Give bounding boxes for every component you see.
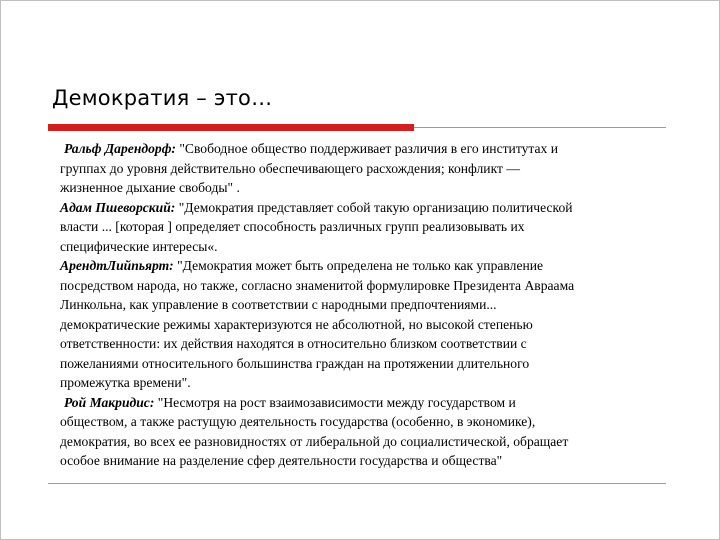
quote-author: Рой Макридис:: [64, 394, 155, 410]
quote-line: жизненное дыхание свободы" .: [60, 180, 240, 195]
quote-line: "Демократия может быть определена не только как управление: [173, 258, 544, 273]
quote-author: АрендтЛийпьярт:: [60, 258, 174, 273]
quote-line: демократия, во всех ее разновидностях от либеральной до социалистической, обращает: [60, 433, 569, 449]
bottom-rule: [48, 483, 666, 484]
quote-przeworski: [60, 198, 680, 257]
quote-line: промежутка времени".: [60, 375, 191, 390]
quote-line: специфические интересы«.: [60, 238, 218, 254]
title-underline-accent: [48, 124, 414, 131]
quote-line: группах до уровня действительно обеспечивающего расхождения; конфликт —: [60, 160, 520, 176]
quote-line: демократические режимы характеризуются не абсолютной, но высокой степенью: [60, 316, 533, 332]
slide-title: Демократия – это…: [52, 86, 273, 110]
title-underline-rule: [414, 127, 666, 128]
quote-line: особое внимание на разделение сфер деятельности государства и общества": [60, 453, 503, 468]
quote-lijphart: [60, 256, 680, 393]
quote-line: ответственности: их действия находятся в относительно близком соответствии с: [60, 336, 527, 351]
quote-line: "Демократия представляет собой такую организацию политической: [175, 199, 573, 215]
quote-dahrendorf: [60, 139, 680, 198]
quote-line: "Несмотря на рост взаимозависимости между государством и: [154, 394, 516, 410]
quote-line: Линкольна, как управление в соответствии с народными предпочтениями...: [60, 297, 497, 312]
quote-author: Адам Пшеворский:: [60, 199, 176, 215]
quote-author: Ральф Дарендорф:: [64, 141, 176, 156]
quote-line: посредством народа, но также, согласно знаменитой формулировке Президента Авраама: [60, 277, 575, 293]
quote-line: обществом, а также растущую деятельность государства (особенно, в экономике),: [60, 414, 536, 429]
quote-line: власти ... [которая ] определяет способность различных групп реализовывать их: [60, 219, 525, 234]
quote-line: "Свободное общество поддерживает различия в его институтах и: [175, 141, 558, 156]
quotes-body: [60, 139, 680, 471]
quote-macridis: [60, 393, 680, 471]
quote-line: пожеланиями относительного большинства граждан на протяжении длительного: [60, 355, 530, 371]
